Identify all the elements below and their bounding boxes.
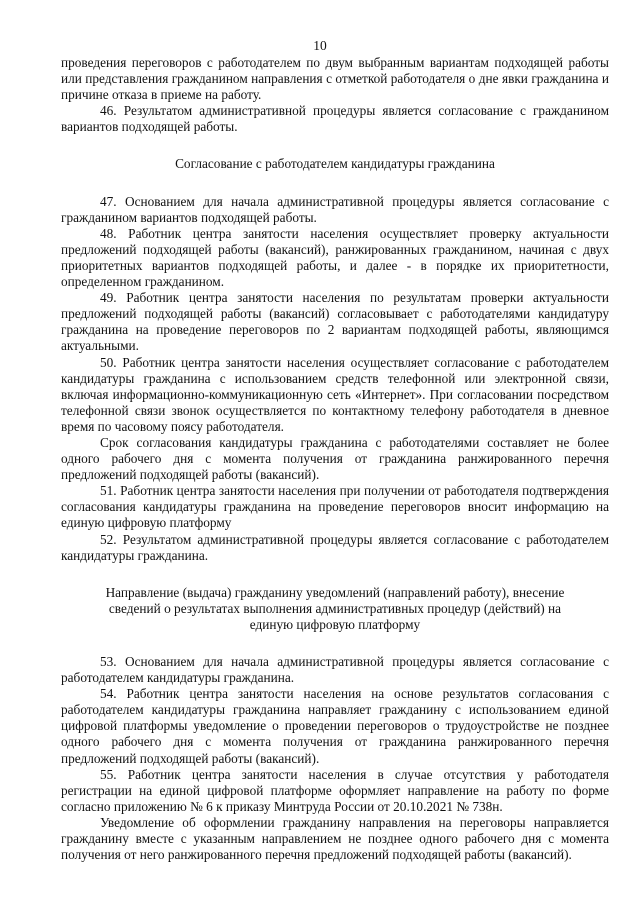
paragraph-47: 47. Основанием для начала административной процедуры является согласование с гражданином вариантов подходящей работы. bbox=[61, 193, 609, 225]
page-number: 10 bbox=[313, 38, 327, 53]
document-body bbox=[61, 55, 609, 863]
paragraph-50: 50. Работник центра занятости населения осуществляет согласование с работодателем кандидатуры гражданина с использованием средств телефонной или электронной связи, включая информационно-коммуникационную сеть «Интернет». При согласовании посредством телефонной связи звонок осуществляется по контактному телефону работодателя в дневное время по часовому поясу работодателя. bbox=[61, 354, 609, 434]
paragraph-55: 55. Работник центра занятости населения в случае отсутствия у работодателя регистрации на единой цифровой платформе оформляет направление на работу по форме согласно приложению № 6 к приказу Минтруда России от 20.10.2021 № 738н. bbox=[61, 766, 609, 814]
paragraph-49: 49. Работник центра занятости населения по результатам проверки актуальности предложений подходящей работы (вакансий) согласовывает с работодателями кандидатуру гражданина на проведение переговоров по 2 вариантам подходящей работы, являющимся актуальными. bbox=[61, 290, 609, 354]
section-heading-notifications: Направление (выдача) гражданину уведомлений (направлений работу), внесение сведений о результатах выполнения административных процедур (действий) на единую цифровую платформу bbox=[105, 584, 565, 632]
paragraph-52: 52. Результатом административной процедуры является согласование с работодателем кандидатуры гражданина. bbox=[61, 531, 609, 563]
paragraph-notification: Уведомление об оформлении гражданину направления на переговоры направляется гражданину вместе с указанным направлением не позднее одного рабочего дня с момента получения от него ранжированного перечня предложений подходящей работы (вакансий). bbox=[61, 814, 609, 863]
paragraph-51: 51. Работник центра занятости населения при получении от работодателя подтверждения согласования кандидатуры гражданина на проведение переговоров вносит информацию на единую цифровую платформу bbox=[61, 483, 609, 531]
paragraph-54: 54. Работник центра занятости населения на основе результатов согласования с работодателем кандидатуры гражданина направляет гражданину с использованием единой цифровой платформы уведомление о проведении переговоров о трудоустройстве не позднее одного рабочего дня с момента получения от гражданина ранжированного перечня предложений подходящей работы (вакансий). bbox=[61, 686, 609, 766]
paragraph-48: 48. Работник центра занятости населения осуществляет проверку актуальности предложений подходящей работы (вакансий), ранжированных гражданином, начиная с двух приоритетных вариантов подходящей работы, и далее - в порядке их приоритетности, определенном гражданином. bbox=[61, 225, 609, 290]
section-heading-employer-approval: Согласование с работодателем кандидатуры гражданина bbox=[175, 156, 495, 172]
paragraph-46: 46. Результатом административной процедуры является согласование с гражданином вариантов подходящей работы. bbox=[61, 103, 609, 135]
paragraph-continuation: проведения переговоров с работодателем по двум выбранным вариантам подходящей работы или представления гражданином направления с отметкой работодателя о дне явки гражданина и причине отказа в приеме на работу. bbox=[61, 55, 609, 103]
paragraph-deadline: Срок согласования кандидатуры гражданина с работодателями составляет не более одного рабочего дня с момента получения от гражданина ранжированного перечня предложений подходящей работы (вакансий). bbox=[61, 434, 609, 483]
paragraph-53: 53. Основанием для начала административной процедуры является согласование с работодателем кандидатуры гражданина. bbox=[61, 654, 609, 686]
